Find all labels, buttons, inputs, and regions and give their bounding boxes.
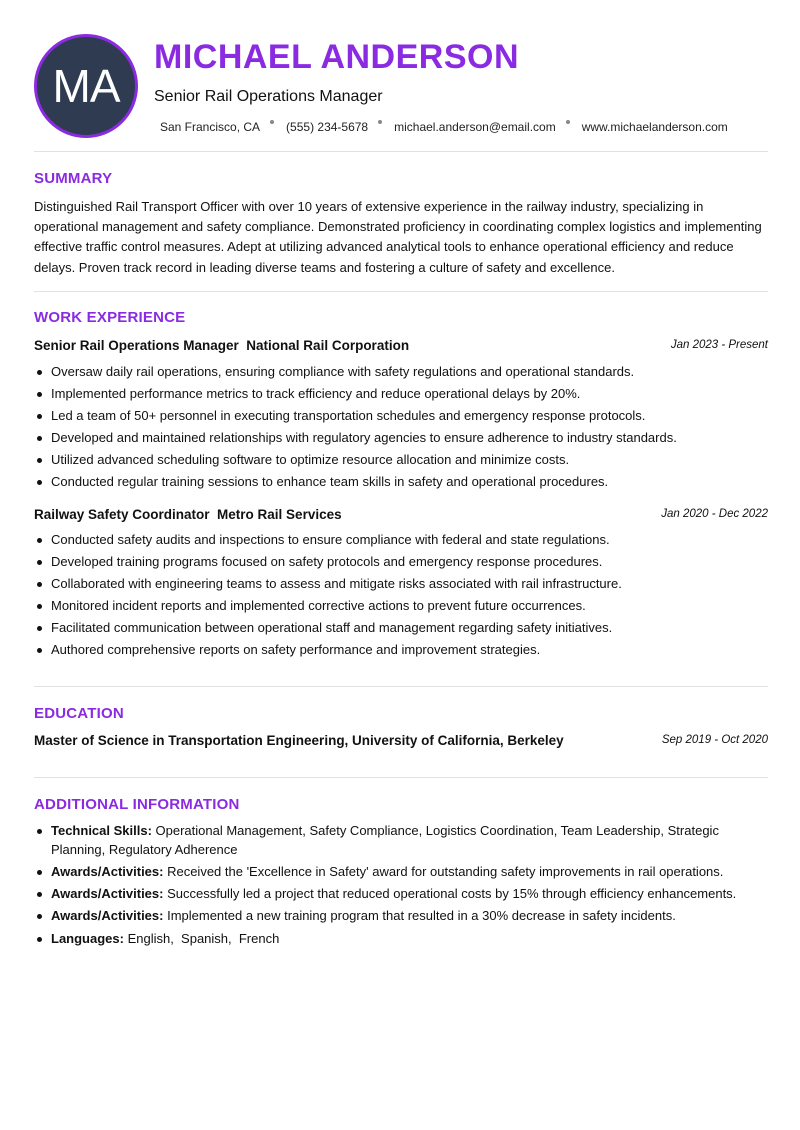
work-experience-heading: WORK EXPERIENCE [34,309,186,326]
list-item [34,821,768,859]
job-header [34,338,768,356]
avatar-initials: MA [52,60,120,112]
job-date: Jan 2023 - Present [670,339,768,351]
contact-phone: (555) 234-5678 [286,120,369,134]
item-text: Operational Management, Safety Compliance, Logistics Coordination, Team Leadership, Strategic Planning, Regulatory Adherence [51,823,723,857]
item-label: Awards/Activities: [51,886,164,901]
item-label: Languages: [51,931,124,946]
summary-heading: SUMMARY [34,170,113,187]
list-item: Led a team of 50+ personnel in executing transportation schedules and emergency response protocols. [34,408,768,424]
dot-separator-icon [566,120,570,124]
item-text: Successfully led a project that reduced operational costs by 15% through efficiency enhancements. [163,886,737,901]
additional-info-heading: ADDITIONAL INFORMATION [34,796,240,813]
item-text: Received the 'Excellence in Safety' award for outstanding safety improvements in rail operations. [163,864,724,879]
job-bullets [34,532,768,664]
job-title: Senior Rail Operations Manager National Rail Corporation [34,338,410,353]
item-label: Technical Skills: [51,823,152,838]
job-header [34,507,768,525]
additional-info-list [34,821,768,951]
section-divider [34,686,768,687]
list-item: Developed and maintained relationships with regulatory agencies to ensure adherence to industry standards. [34,430,768,446]
section-divider [34,777,768,778]
contact-info [160,120,728,134]
list-item [34,929,768,948]
section-divider [34,151,768,152]
list-item: Conducted safety audits and inspections to ensure compliance with federal and state regulations. [34,532,768,548]
resume-header [34,34,768,138]
list-item: Collaborated with engineering teams to assess and mitigate risks associated with rail infrastructure. [34,576,768,592]
summary-text: Distinguished Rail Transport Officer with over 10 years of extensive experience in the railway industry, specializing in operational management and safety compliance. Demonstrated proficiency in coordinating complex logistics and implementing effective traffic control measures. Adept at utilizing advanced analytical tools to enhance operational efficiency and reduce delays. Proven track record in leading diverse teams and fostering a culture of safety and excellence. [34,199,762,275]
item-label: Awards/Activities: [51,864,164,879]
item-text: Implemented a new training program that resulted in a 30% decrease in safety incidents. [163,908,676,923]
degree: Master of Science in Transportation Engineering, University of California, Berkeley [34,733,564,748]
list-item [34,884,768,903]
list-item: Monitored incident reports and implemented corrective actions to prevent future occurrences. [34,598,768,614]
contact-location: San Francisco, CA [160,120,261,134]
job-date: Jan 2020 - Dec 2022 [661,508,768,520]
list-item: Authored comprehensive reports on safety performance and improvement strategies. [34,642,768,658]
avatar [34,34,138,138]
contact-email[interactable]: michael.anderson@email.com [394,120,556,134]
education-heading: EDUCATION [34,705,124,722]
candidate-job-title: Senior Rail Operations Manager [154,88,383,105]
list-item [34,906,768,925]
list-item: Oversaw daily rail operations, ensuring compliance with safety regulations and operational standards. [34,364,768,380]
candidate-name: MICHAEL ANDERSON [154,38,520,76]
dot-separator-icon [270,120,274,124]
list-item: Conducted regular training sessions to enhance team skills in safety and operational procedures. [34,474,768,490]
item-label: Awards/Activities: [51,908,164,923]
list-item [34,862,768,881]
list-item: Developed training programs focused on safety protocols and emergency response procedures. [34,554,768,570]
dot-separator-icon [378,120,382,124]
job-bullets [34,364,768,496]
contact-website[interactable]: www.michaelanderson.com [581,120,728,134]
list-item: Implemented performance metrics to track efficiency and reduce operational delays by 20%. [34,386,768,402]
education-entry [34,733,768,751]
list-item: Facilitated communication between operational staff and management regarding safety initiatives. [34,620,768,636]
job-title: Railway Safety Coordinator Metro Rail Services [34,507,342,522]
education-date: Sep 2019 - Oct 2020 [661,734,768,746]
list-item: Utilized advanced scheduling software to optimize resource allocation and minimize costs. [34,452,768,468]
item-text: English, Spanish, French [123,931,280,946]
section-divider [34,291,768,292]
